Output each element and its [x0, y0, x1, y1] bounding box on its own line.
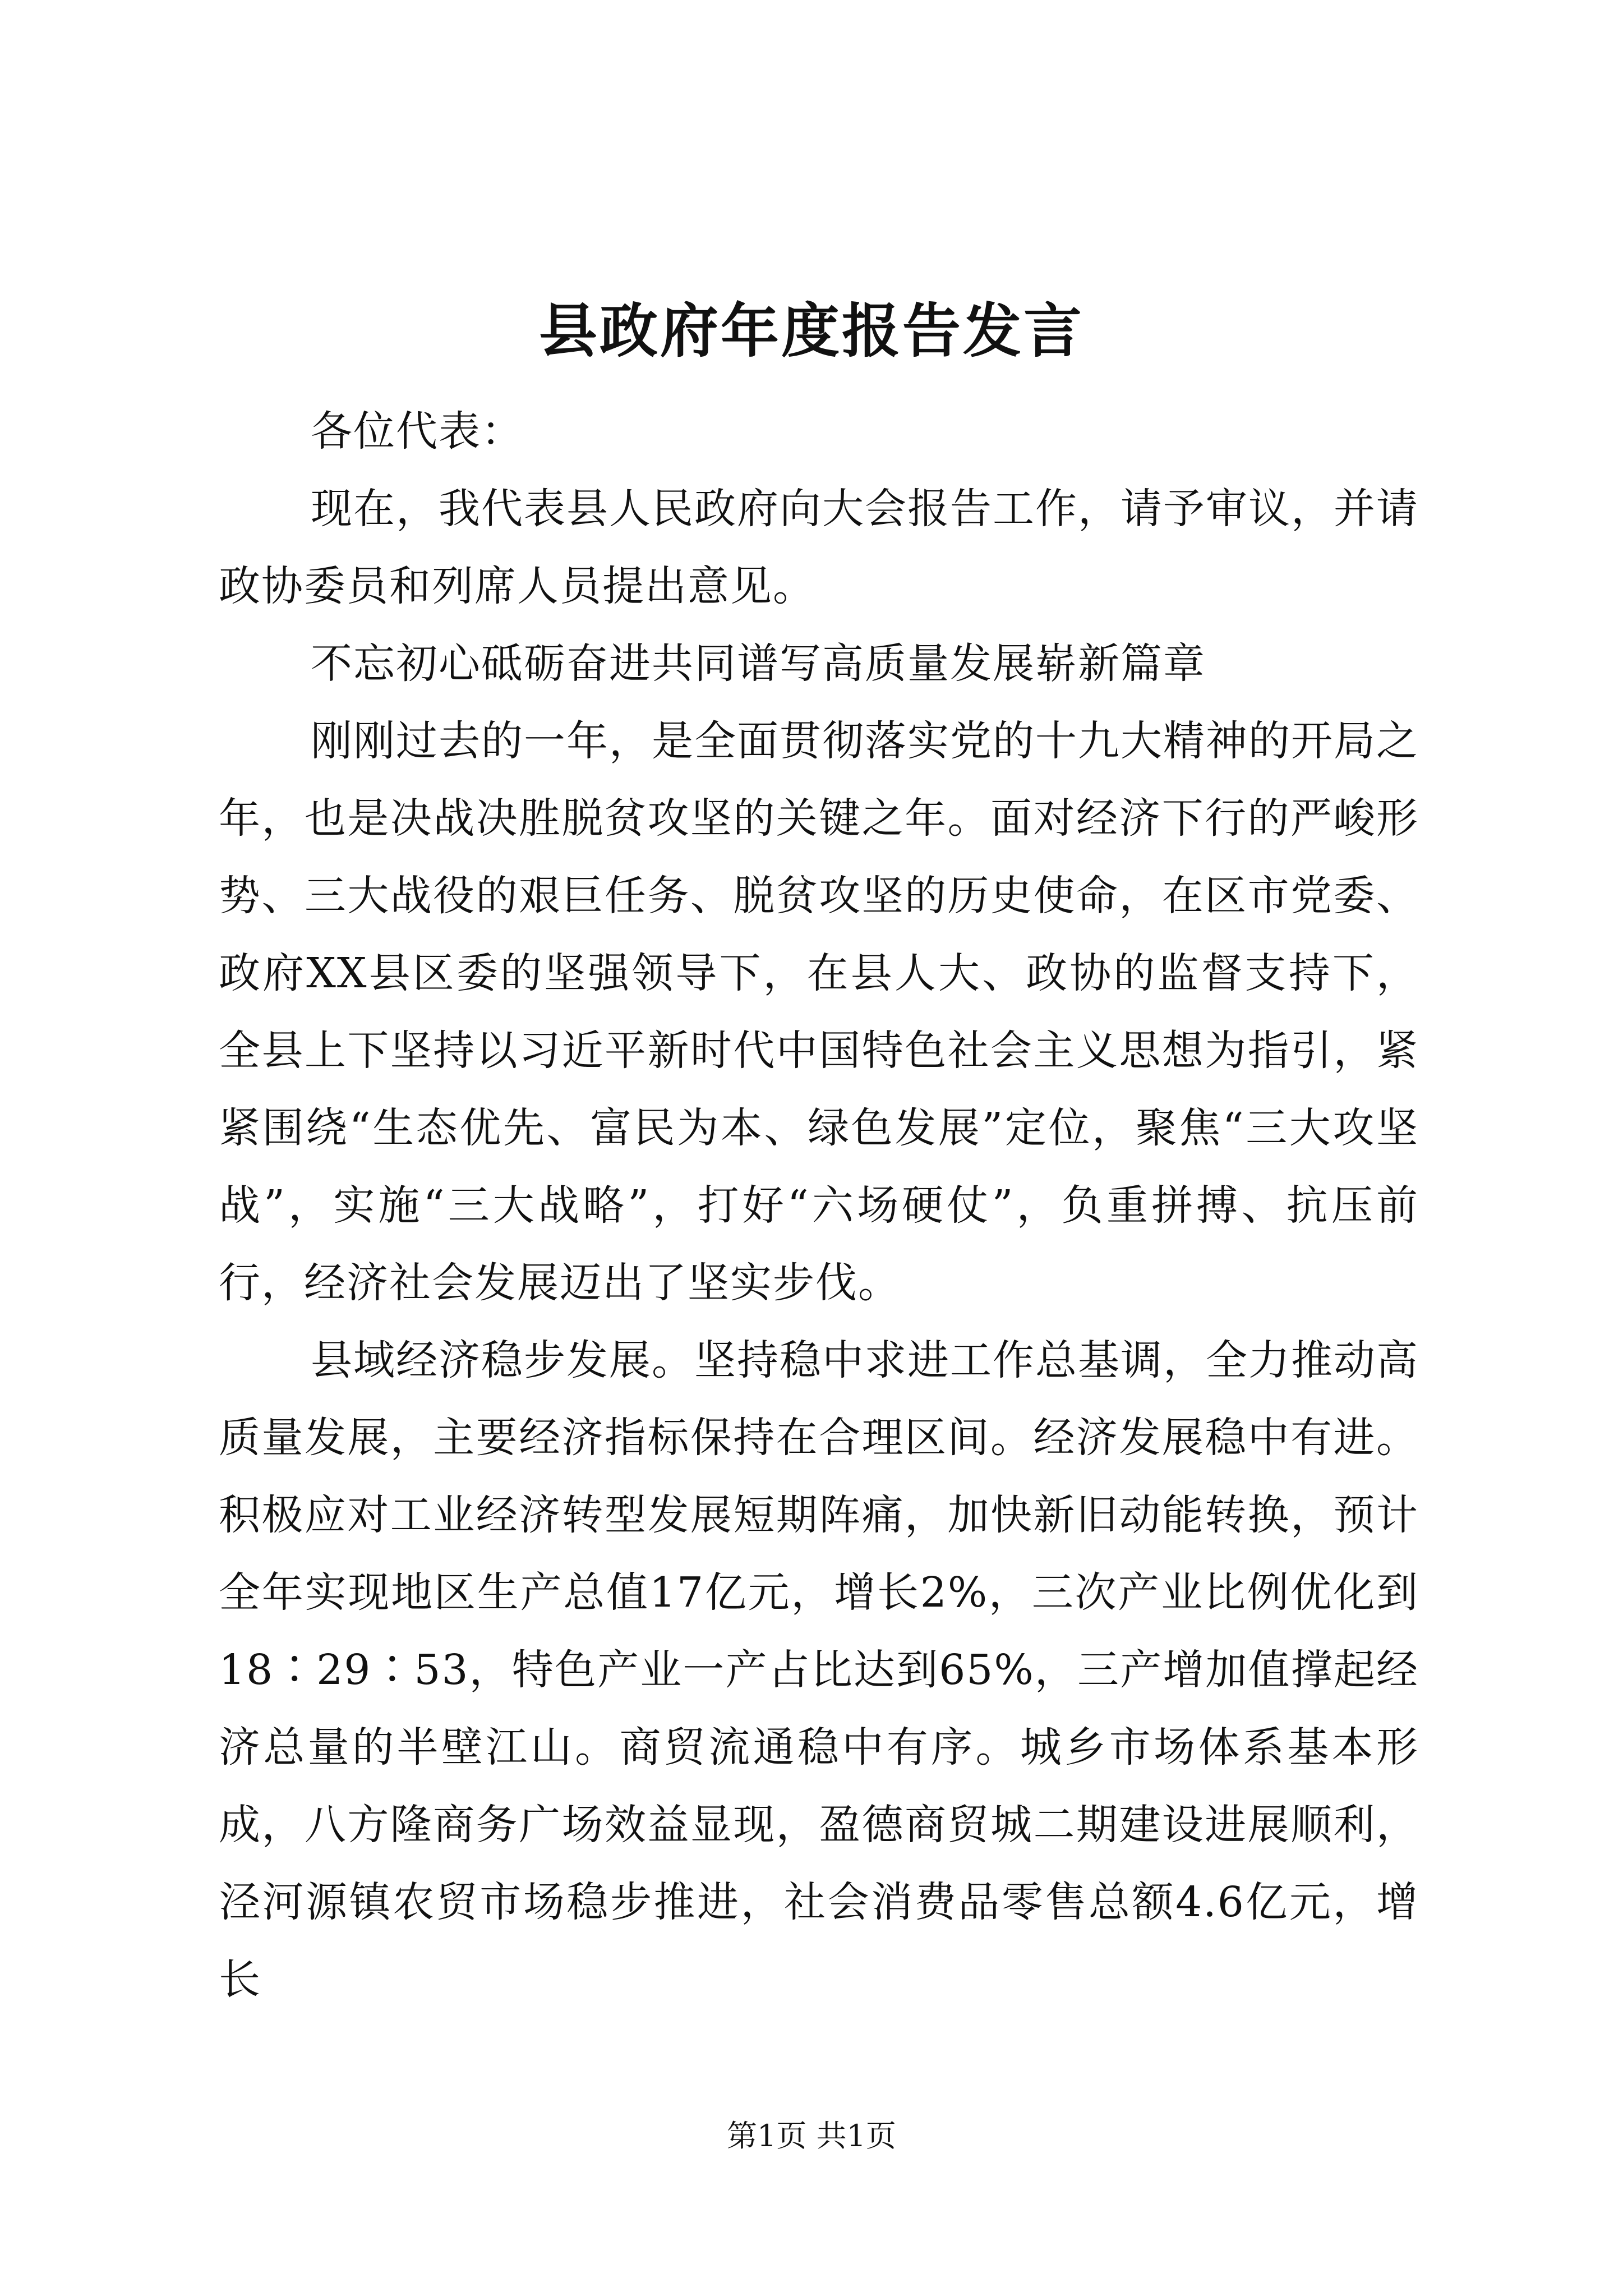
document-title: 县政府年度报告发言: [538, 296, 1084, 365]
economy-paragraph: 县域经济稳步发展。坚持稳中求进工作总基调，全力推动高质量发展，主要经济指标保持在合理区间。经济发展稳中有进。积极应对工业经济转型发展短期阵痛，加快新旧动能转换，预计全年实现地区生产总值17亿元，增长2%，三次产业比例优化到18∶29∶53，特色产业一产占比达到65%，三产增加值撑起经济总量的半壁江山。商贸流通稳中有序。城乡市场体系基本形成，八方隆商务广场效益显现，盈德商贸城二期建设进展顺利，泾河源镇农贸市场稳步推进，社会消费品零售总额4.6亿元，增长: [219, 1336, 1419, 2004]
opening-paragraph: 现在，我代表县人民政府向大会报告工作，请予审议，并请政协委员和列席人员提出意见。: [219, 485, 1419, 610]
section-heading-paragraph: 不忘初心砥砺奋进共同谱写高质量发展崭新篇章: [311, 639, 1206, 688]
review-paragraph: 刚刚过去的一年，是全面贯彻落实党的十九大精神的开局之年，也是决战决胜脱贫攻坚的关键之年。面对经济下行的严峻形势、三大战役的艰巨任务、脱贫攻坚的历史使命，在区市党委、政府XX县区委的坚强领导下，在县人大、政协的监督支持下，全县上下坚持以习近平新时代中国特色社会主义思想为指引，紧紧围绕“生态优先、富民为本、绿色发展”定位，聚焦“三大攻坚战”，实施“三大战略”，打好“六场硬仗”，负重拼搏、抗压前行，经济社会发展迈出了坚实步伐。: [219, 717, 1419, 1307]
salutation-paragraph: 各位代表：: [311, 407, 524, 455]
page-footer: 第1页 共1页: [727, 2118, 896, 2154]
document-body: [219, 393, 1419, 2018]
